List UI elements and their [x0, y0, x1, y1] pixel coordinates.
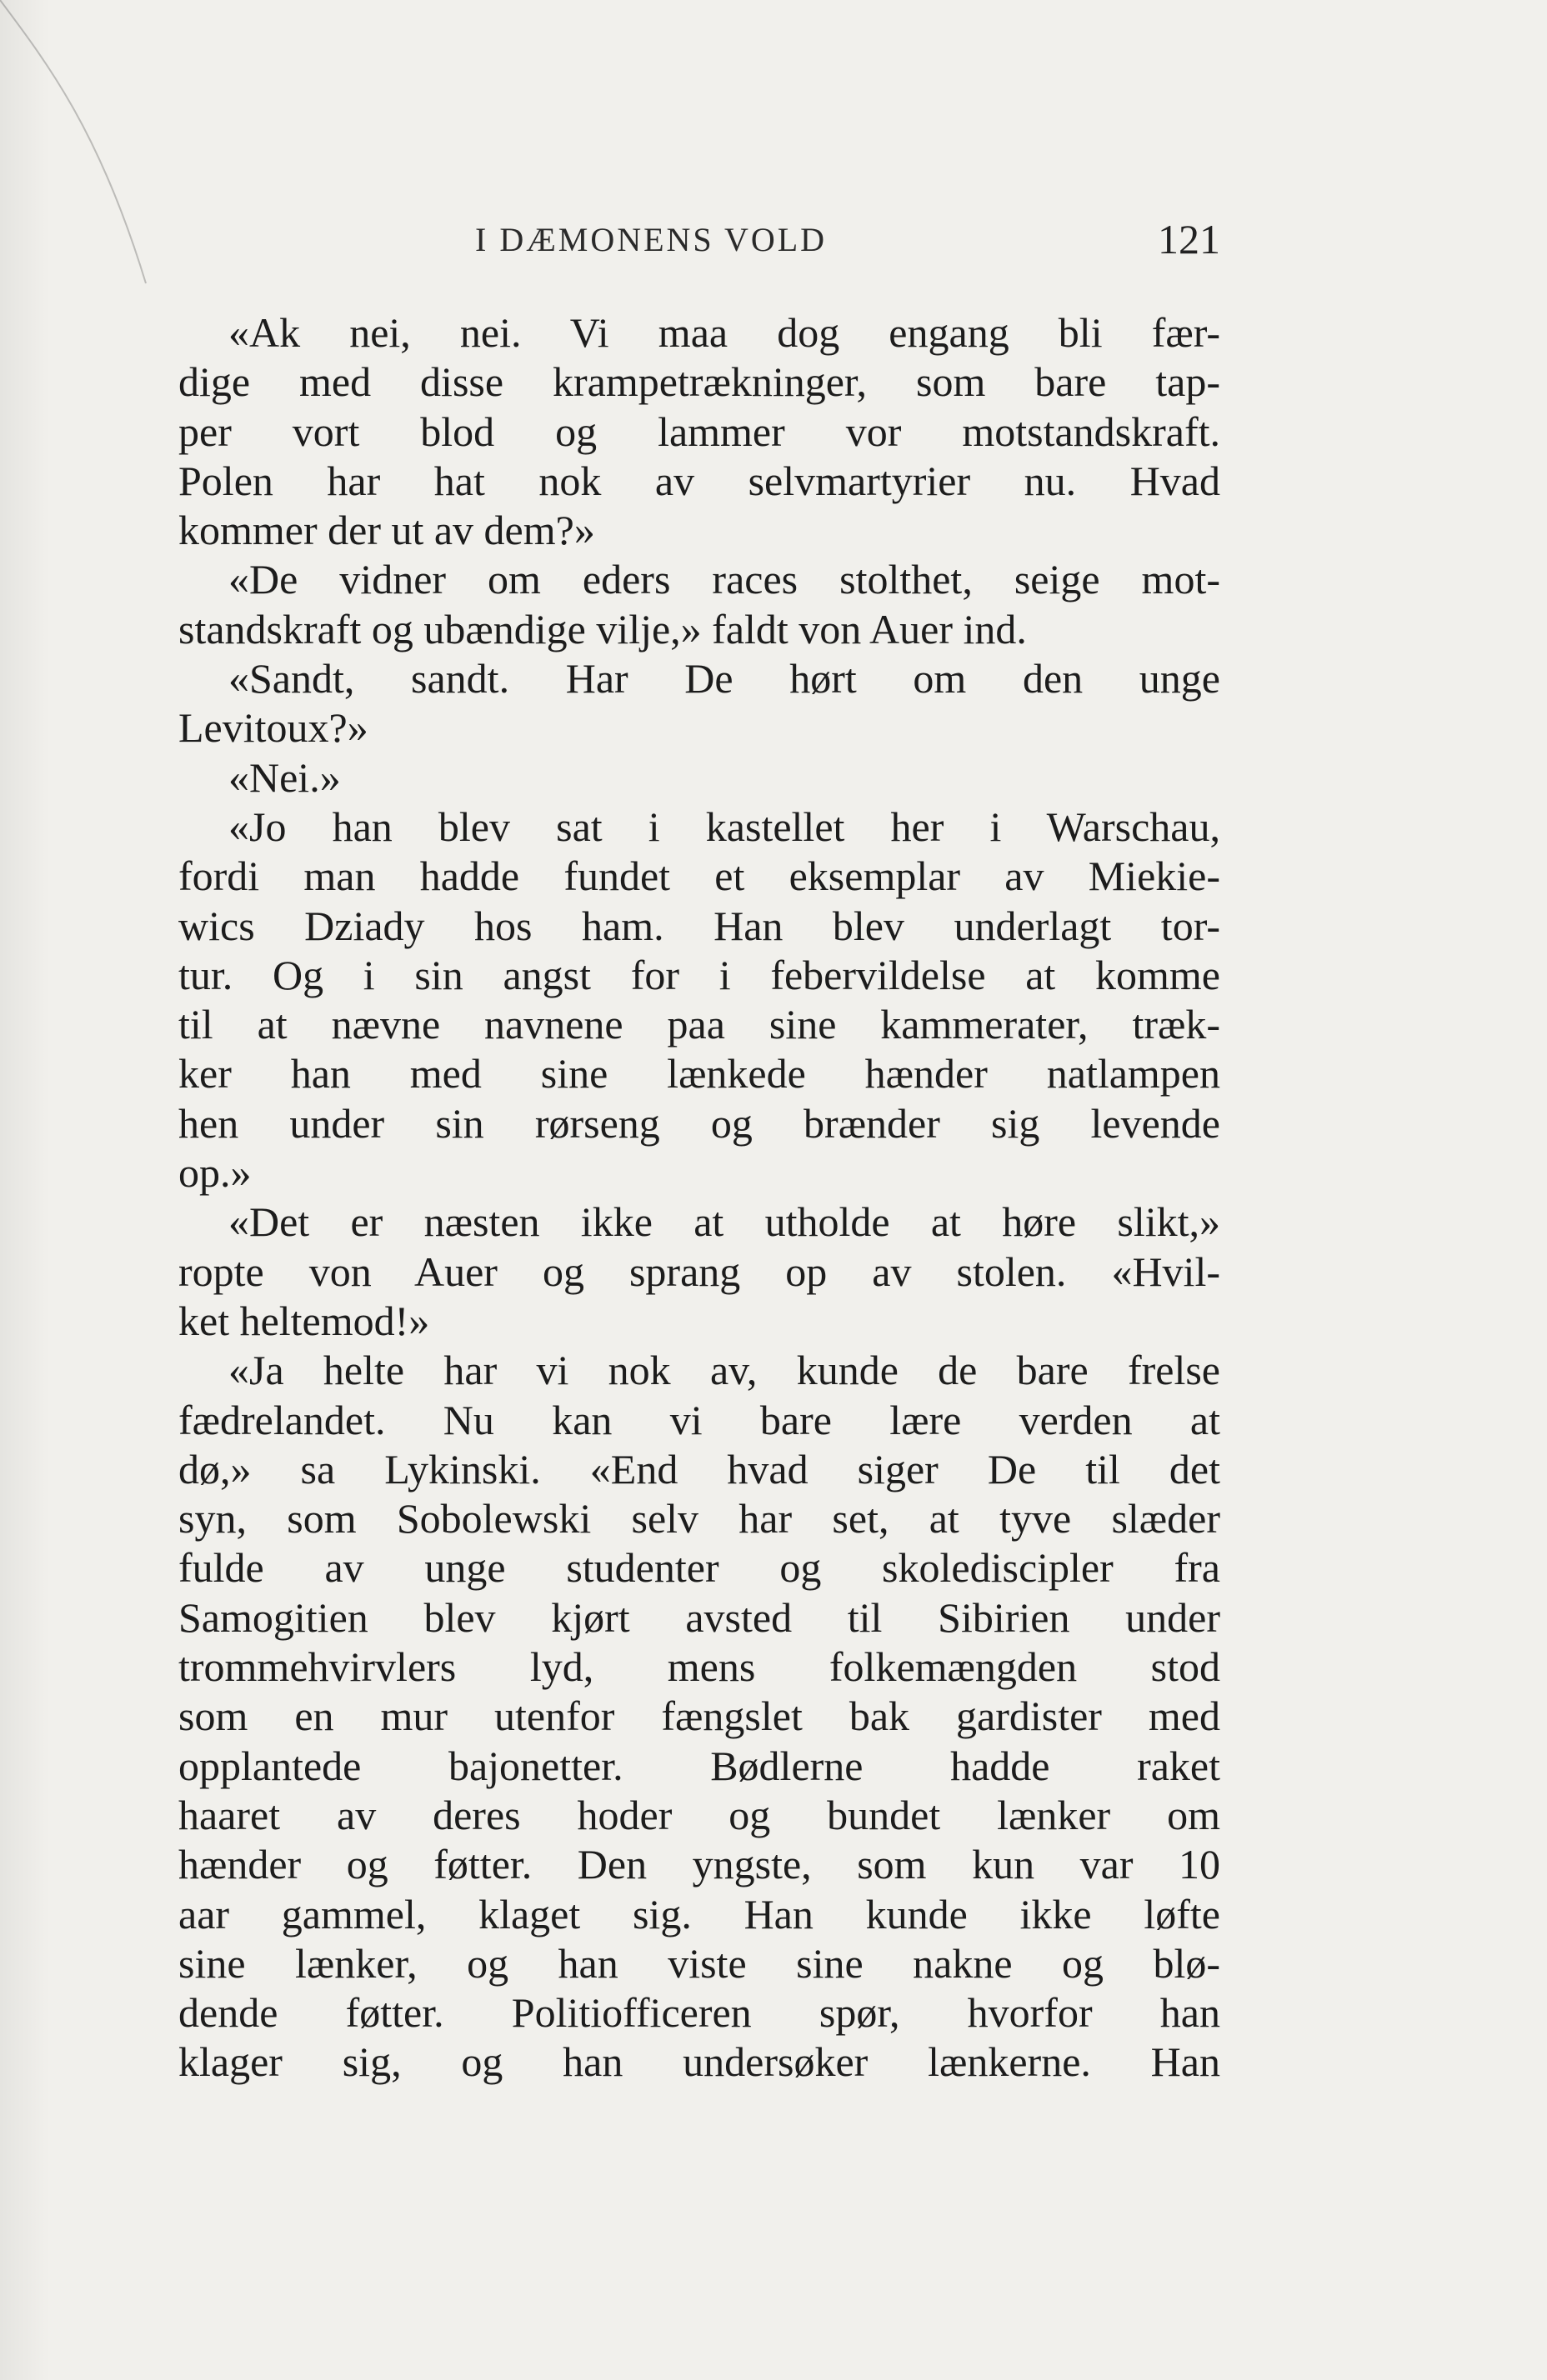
- text-line: kommer der ut av dem?»: [178, 507, 595, 554]
- text-line: klager sig, og han undersøker lænkerne. Han: [178, 2038, 1220, 2086]
- text-line: sine lænker, og han viste sine nakne og blø-: [178, 1939, 1220, 1987]
- text-line: op.»: [178, 1149, 252, 1197]
- text-line: trommehvirvlers lyd, mens folkemængden stod: [178, 1643, 1220, 1691]
- text-line: «Sandt, sandt. Har De hørt om den unge: [228, 655, 1220, 702]
- text-line: syn, som Sobolewski selv har set, at tyve slæder: [178, 1495, 1220, 1542]
- text-line: wics Dziady hos ham. Han blev underlagt tor-: [178, 902, 1220, 949]
- text-line: ropte von Auer og sprang op av stolen. «Hvil-: [178, 1248, 1220, 1295]
- text-line: fædrelandet. Nu kan vi bare lære verden at: [178, 1396, 1220, 1443]
- running-title: I DÆMONENS VOLD: [475, 221, 828, 258]
- text-line: haaret av deres hoder og bundet lænker om: [178, 1791, 1220, 1838]
- text-line: Samogitien blev kjørt avsted til Sibirien under: [178, 1593, 1220, 1641]
- text-line: «De vidner om eders races stolthet, seige mot-: [228, 556, 1220, 603]
- text-line: «Det er næsten ikke at utholde at høre slikt,»: [228, 1198, 1220, 1246]
- text-line: aar gammel, klaget sig. Han kunde ikke løfte: [178, 1890, 1220, 1938]
- text-line: opplantede bajonetter. Bødlerne hadde raket: [178, 1742, 1220, 1789]
- page-edge-shadow: [0, 0, 50, 2380]
- page-number: 121: [1158, 216, 1220, 262]
- text-line: dø,» sa Lykinski. «End hvad siger De til det: [178, 1445, 1220, 1492]
- text-line: hen under sin rørseng og brænder sig levende: [178, 1099, 1220, 1147]
- text-line: til at nævne navnene paa sine kammerater, træk-: [178, 1001, 1220, 1048]
- text-line: ket heltemod!»: [178, 1297, 430, 1344]
- text-line: fulde av unge studenter og skolediscipler fra: [178, 1544, 1220, 1592]
- text-line: per vort blod og lammer vor motstandskraft.: [178, 408, 1220, 455]
- text-line: dige med disse krampetrækninger, som bare tap-: [178, 358, 1220, 406]
- text-line: dende føtter. Politiofficeren spør, hvorfor han: [178, 1989, 1220, 2037]
- text-line: ker han med sine lænkede hænder natlampen: [178, 1050, 1220, 1098]
- text-line: som en mur utenfor fængslet bak gardister med: [178, 1692, 1220, 1740]
- body-text: [178, 308, 1220, 2088]
- page-crease-mark: [0, 0, 217, 350]
- text-line: «Nei.»: [228, 753, 341, 801]
- text-line: «Ja helte har vi nok av, kunde de bare frelse: [228, 1347, 1220, 1394]
- text-line: standskraft og ubændige vilje,» faldt von Auer ind.: [178, 605, 1027, 652]
- text-line: hænder og føtter. Den yngste, som kun var 10: [178, 1841, 1220, 1888]
- text-line: «Ak nei, nei. Vi maa dog engang bli fær-: [228, 309, 1220, 356]
- text-line: fordi man hadde fundet et eksemplar av Miekie-: [178, 852, 1220, 900]
- text-line: «Jo han blev sat i kastellet her i Warschau,: [228, 802, 1220, 850]
- text-line: Polen har hat nok av selvmartyrier nu. Hvad: [178, 457, 1220, 504]
- page-header: [178, 215, 1220, 265]
- text-line: tur. Og i sin angst for i febervildelse at komme: [178, 951, 1220, 998]
- text-line: Levitoux?»: [178, 704, 368, 752]
